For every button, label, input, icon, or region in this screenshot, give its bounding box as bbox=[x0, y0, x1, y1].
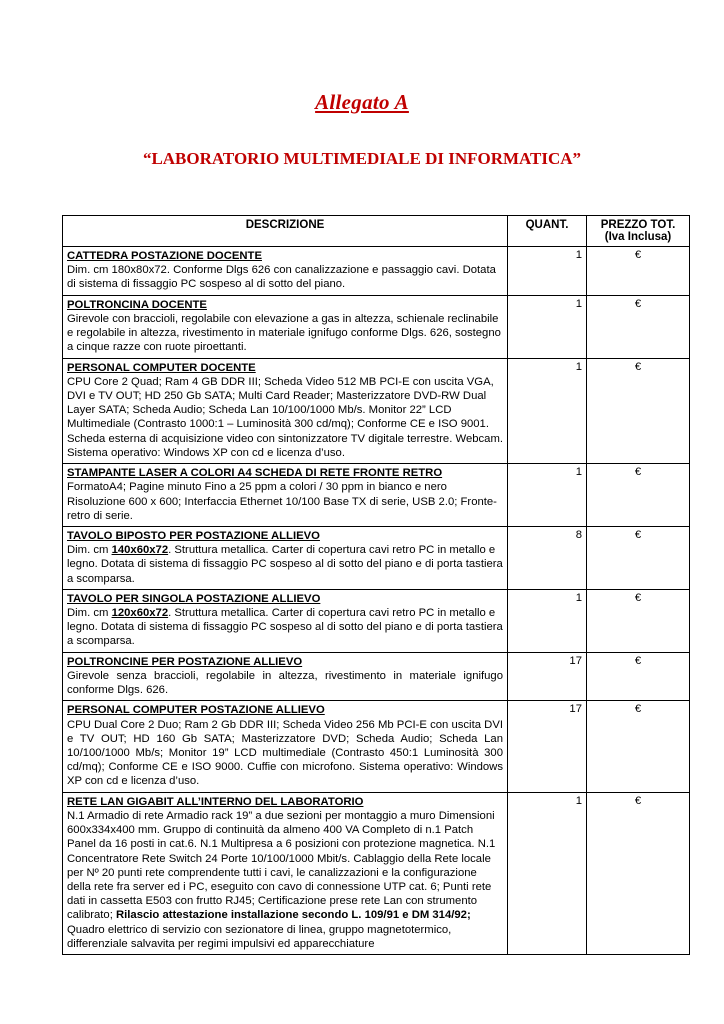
table-row bbox=[63, 652, 690, 701]
item-body-post: . Struttura metallica. Carter di copertura cavi retro PC in metallo e legno. Dotata di sistema di fissaggio PC sospeso al di sotto del piano e di porta tastiera a scomparsa. bbox=[67, 544, 503, 585]
item-body-post: . Struttura metallica. Carter di copertura cavi retro PC in metallo e legno. Dotata di sistema di fissaggio PC sospeso al di sotto del piano e di porta tastiera a scomparsa. bbox=[67, 607, 503, 648]
item-description bbox=[63, 652, 508, 701]
item-quantity: 1 bbox=[508, 464, 587, 527]
item-price: € bbox=[587, 792, 690, 954]
item-body: CPU Dual Core 2 Duo; Ram 2 Gb DDR III; Scheda Video 256 Mb PCI-E con uscita DVI e TV OUT; HD 160 Gb SATA; Masterizzatore DVD; Scheda Audio; Scheda Lan 10/100/1000 Mb/s; Monitor 19” LCD multimediale (Contrasto 450:1 Luminosità 300 cd/mq); Conforme CE e ISO 9000. Cuffie con microfono. Sistema operativo: Windows XP con cd e licenza d’uso. bbox=[67, 718, 503, 788]
table-header-row bbox=[63, 216, 690, 247]
item-description bbox=[63, 295, 508, 358]
table-row bbox=[63, 295, 690, 358]
item-title: POLTRONCINE PER POSTAZIONE ALLIEVO bbox=[67, 655, 303, 668]
column-header-description: DESCRIZIONE bbox=[63, 216, 508, 247]
item-body bbox=[67, 543, 503, 586]
item-body-pre: Dim. cm bbox=[67, 607, 112, 620]
item-title: STAMPANTE LASER A COLORI A4 SCHEDA DI RETE FRONTE RETRO bbox=[67, 467, 443, 480]
item-description bbox=[63, 464, 508, 527]
item-title: RETE LAN GIGABIT ALL’INTERNO DEL LABORATORIO bbox=[67, 795, 364, 808]
item-title: PERSONAL COMPUTER DOCENTE bbox=[67, 361, 256, 374]
item-body: Girevole senza braccioli, regolabile in altezza, rivestimento in materiale ignifugo conforme Dlgs. 626. bbox=[67, 669, 503, 697]
item-body bbox=[67, 809, 503, 951]
column-header-quantity: QUANT. bbox=[508, 216, 587, 247]
item-quantity: 1 bbox=[508, 792, 587, 954]
table-row bbox=[63, 526, 690, 589]
item-description bbox=[63, 589, 508, 652]
table-row bbox=[63, 792, 690, 954]
item-description bbox=[63, 247, 508, 296]
item-title: TAVOLO PER SINGOLA POSTAZIONE ALLIEVO bbox=[67, 592, 321, 605]
item-price: € bbox=[587, 701, 690, 792]
item-price: € bbox=[587, 358, 690, 464]
item-body: CPU Core 2 Quad; Ram 4 GB DDR III; Scheda Video 512 MB PCI-E con uscita VGA, DVI e TV OUT; HD 250 Gb SATA; Multi Card Reader; Masterizzatore DVD-RW Dual Layer SATA; Scheda Audio; Scheda Lan 10/100/1000 Mb/s. Monitor 22” LCD Multimediale (Contrasto 1000:1 – Luminosità 300 cd/mq); Conforme CE e ISO 9001. Scheda esterna di acquisizione video con sintonizzatore TV digitale terrestre. Webcam. Sistema operativo: Windows XP con cd e licenza d’uso. bbox=[67, 375, 504, 459]
column-header-price-line2: (Iva Inclusa) bbox=[604, 231, 672, 243]
item-price: € bbox=[587, 652, 690, 701]
item-body-dimension: 140x60x72 bbox=[111, 544, 169, 557]
item-body: Girevole con braccioli, regolabile con elevazione a gas in altezza, schienale reclinabile e regolabile in altezza, rivestimento in materiale ignifugo conforme Dlgs. 626, sostegno a cinque razze con ruote piroettanti. bbox=[67, 312, 501, 354]
item-title: PERSONAL COMPUTER POSTAZIONE ALLIEVO bbox=[67, 704, 325, 717]
column-header-price-line1: PREZZO TOT. bbox=[600, 219, 676, 231]
item-description bbox=[63, 701, 508, 792]
item-price: € bbox=[587, 526, 690, 589]
item-quantity: 8 bbox=[508, 526, 587, 589]
item-body-post: Quadro elettrico di servizio con sezionatore di linea, gruppo magnetotermico, differenziale salvavita per regimi impulsivi ed apparecchiature bbox=[67, 923, 452, 950]
table-row bbox=[63, 464, 690, 527]
item-body: Dim. cm 180x80x72. Conforme Dlgs 626 con canalizzazione e passaggio cavi. Dotata di sistema di fissaggio PC sospeso al di sotto del piano. bbox=[67, 264, 496, 291]
specification-table bbox=[62, 215, 690, 955]
item-body: FormatoA4; Pagine minuto Fino a 25 ppm a colori / 30 ppm in bianco e nero Risoluzione 600 x 600; Interfaccia Ethernet 10/100 Base TX di serie, USB 2.0; Fronte-retro di serie. bbox=[67, 481, 497, 522]
item-description bbox=[63, 792, 508, 954]
item-description bbox=[63, 358, 508, 464]
item-quantity: 1 bbox=[508, 589, 587, 652]
column-header-price bbox=[587, 216, 690, 247]
page-title: Allegato A bbox=[315, 90, 409, 114]
item-quantity: 17 bbox=[508, 701, 587, 792]
item-body-pre: Dim. cm bbox=[67, 544, 112, 557]
table-row bbox=[63, 701, 690, 792]
item-price: € bbox=[587, 464, 690, 527]
item-quantity: 1 bbox=[508, 247, 587, 296]
item-title: TAVOLO BIPOSTO PER POSTAZIONE ALLIEVO bbox=[67, 529, 320, 542]
page-subtitle: “LABORATORIO MULTIMEDIALE DI INFORMATICA” bbox=[142, 149, 582, 168]
table-row bbox=[63, 247, 690, 296]
item-body bbox=[67, 606, 503, 649]
item-title: CATTEDRA POSTAZIONE DOCENTE bbox=[67, 250, 262, 262]
item-title: POLTRONCINA DOCENTE bbox=[67, 298, 207, 311]
item-quantity: 17 bbox=[508, 652, 587, 701]
item-body-pre: N.1 Armadio di rete Armadio rack 19” a due sezioni per montaggio a muro Dimensioni 600x334x400 mm. Gruppo di continuità da almeno 400 VA Completo di n.1 Patch Panel da 16 posti in cat.6. N.1 Multipresa a 6 posizioni con protezione magnetica. N.1 Concentratore Rete Switch 24 Porte 10/100/1000 Mbit/s. Cablaggio della Rete locale per Nº 20 punti rete comprendente tutti i cavi, le canalizzazioni e la configurazione della rete fra server ed i PC, eseguito con cavo di connessione UTP cat. 6; Punti rete dati in cassetta E503 con frutto RJ45; Certificazione prese rete Lan con strumento calibrato; bbox=[67, 809, 496, 922]
item-price: € bbox=[587, 295, 690, 358]
item-body-dimension: 120x60x72 bbox=[111, 607, 169, 620]
item-quantity: 1 bbox=[508, 295, 587, 358]
table-row bbox=[63, 589, 690, 652]
table-row bbox=[63, 358, 690, 464]
item-quantity: 1 bbox=[508, 358, 587, 464]
item-price: € bbox=[587, 247, 690, 296]
item-body-bold: Rilascio attestazione installazione secondo L. 109/91 e DM 314/92; bbox=[115, 909, 471, 922]
item-price: € bbox=[587, 589, 690, 652]
item-description bbox=[63, 526, 508, 589]
